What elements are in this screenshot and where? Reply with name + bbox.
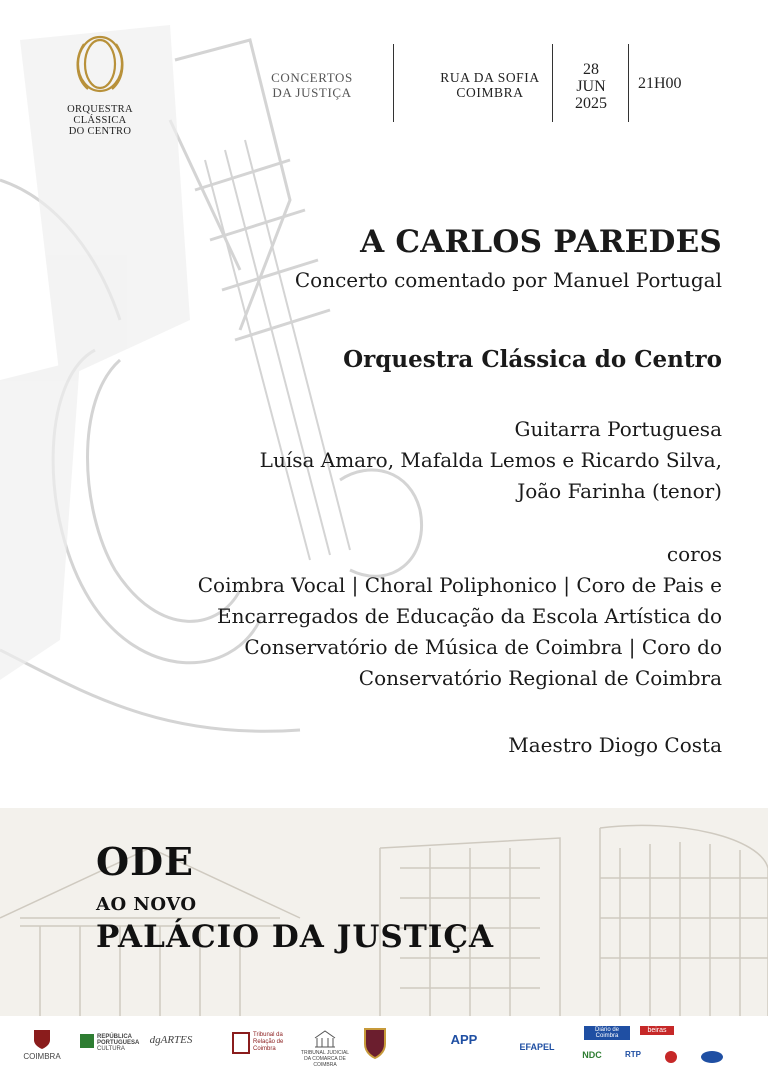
series-name: CONCERTOS DA JUSTIÇA [271,70,353,100]
beiras-logo: beiras [640,1026,674,1035]
crest-icon [362,1026,388,1060]
choirs-line: Encarregados de Educação da Escola Artística do [216,604,722,628]
dgartes-logo: dgARTES [149,1034,193,1046]
banner-line-3: PALÁCIO DA JUSTIÇA [96,919,495,955]
guitar-label: Guitarra Portuguesa [514,417,722,441]
banner-title [96,839,495,955]
venue: RUA DA SOFIA COIMBRA [440,70,540,100]
logo-line-3: DO CENTRO [68,126,132,137]
event-time: 21H00 [638,75,682,92]
coimbra-logo: COIMBRA [22,1028,62,1061]
logo-line-2: CLÁSSICA [73,115,127,126]
laurel-ring-icon [70,34,130,94]
choirs-label: coros [666,542,722,566]
orchestra-logo [52,34,148,137]
guitar-players: Luísa Amaro, Mafalda Lemos e Ricardo Silva, [259,448,722,472]
orchestra-name: Orquestra Clássica do Centro [343,346,722,373]
date-month: JUN [576,78,606,95]
header-divider [628,44,629,122]
choirs-line: Coimbra Vocal | Choral Poliphonico | Coro de Pais e [197,573,722,597]
ndc-logo: NDC [582,1050,602,1060]
efapel-logo: EFAPEL [519,1042,555,1052]
tenor: João Farinha (tenor) [517,479,722,503]
event-date [560,61,622,112]
logo-line-1: ORQUESTRA [67,104,133,115]
date-day: 28 [583,61,599,78]
media-logo-icon [700,1050,724,1064]
republica-logo: REPÚBLICA PORTUGUESA CULTURA [80,1034,140,1052]
banner-line-2: AO NOVO [96,894,197,915]
concert-title: A CARLOS PAREDES [360,224,722,260]
radio-icon [664,1050,678,1064]
choirs-line: Conservatório Regional de Coimbra [358,666,722,690]
choirs-block [198,539,722,694]
sponsor-strip [0,1016,768,1086]
concert-subtitle: Concerto comentado por Manuel Portugal [294,268,722,292]
flag-icon [80,1034,94,1048]
performers-block [260,414,722,507]
tribunal-logo: Tribunal da Relação de Coimbra [232,1032,292,1054]
date-year: 2025 [575,95,607,112]
coimbra-crest-icon [32,1028,52,1050]
conductor: Maestro Diogo Costa [508,733,722,757]
choirs-line: Conservatório de Música de Coimbra | Coro do [244,635,722,659]
diario-logo: Diário de Coimbra [584,1026,630,1040]
header-divider [393,44,394,122]
building-icon [314,1030,336,1048]
comarca-logo: TRIBUNAL JUDICIAL DA COMARCA DE COIMBRA [300,1030,350,1068]
app-logo: APP [450,1032,478,1047]
tribunal-emblem-icon [232,1032,250,1054]
banner-line-1: ODE [96,839,195,884]
rtp-logo: RTP [625,1050,641,1059]
